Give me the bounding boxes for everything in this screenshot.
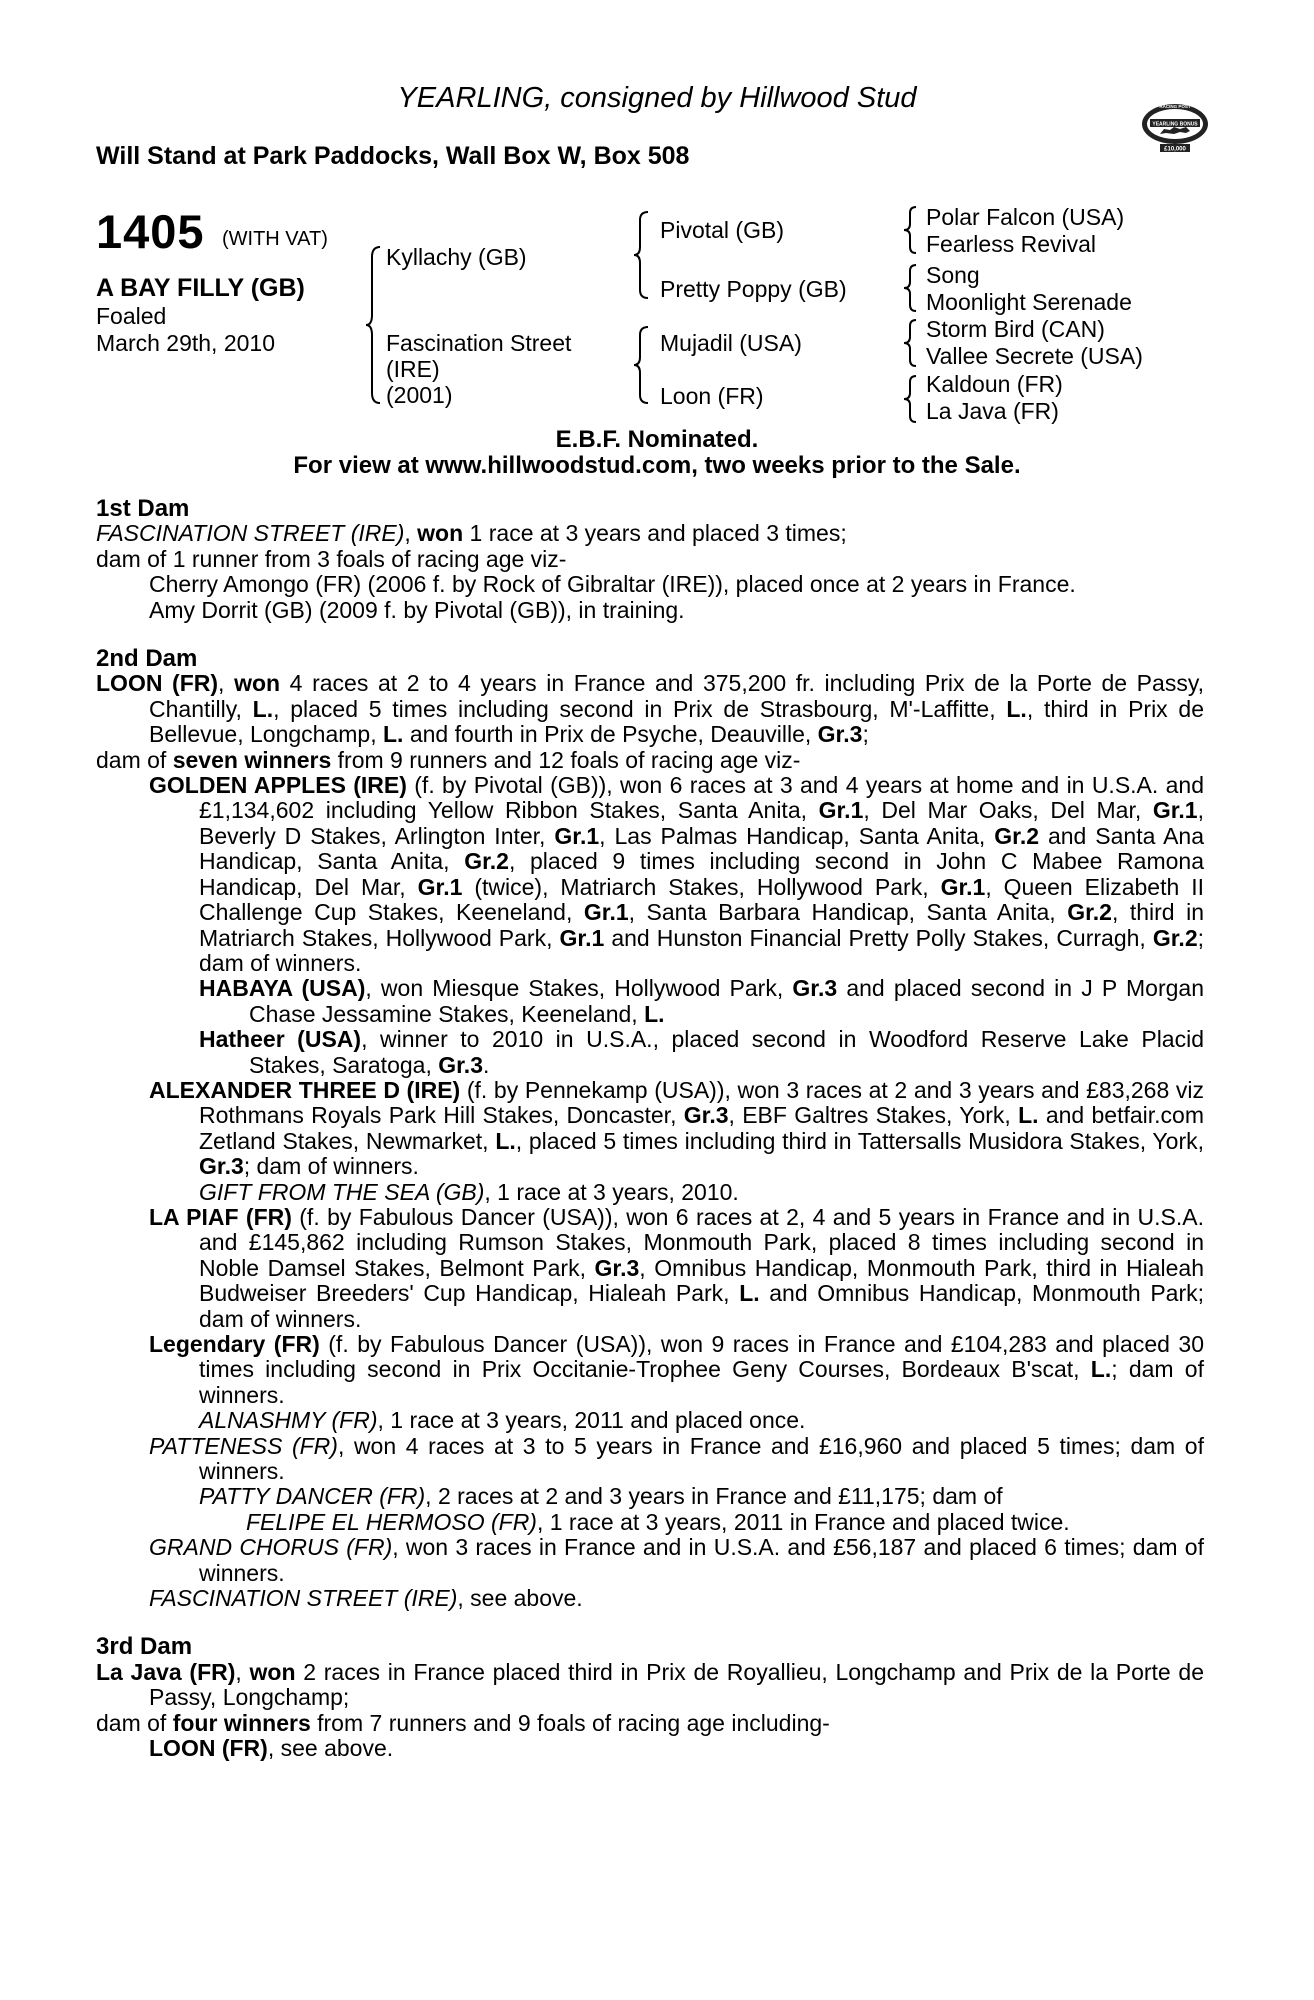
sire-dam-sire: Song [926, 262, 980, 288]
first-dam-heading: 1st Dam [96, 495, 190, 522]
loon-ref: LOON (FR), see above. [149, 1735, 394, 1762]
first-dam-record: FASCINATION STREET (IRE), won 1 race at 3 years and placed 3 times; [96, 520, 847, 547]
first-dam-foal-2: Amy Dorrit (GB) (2009 f. by Pivotal (GB)), in training. [149, 596, 685, 623]
third-dam-heading: 3rd Dam [96, 1633, 193, 1661]
dam-sire-sire: Storm Bird (CAN) [926, 316, 1105, 342]
horse-description: A BAY FILLY (GB) [96, 274, 305, 302]
la-java-produce-summary: dam of four winners from 7 runners and 9 foals of racing age including- [96, 1709, 830, 1736]
sire-dam-brace [366, 245, 382, 405]
dss-dsd-brace [904, 318, 918, 368]
la-piaf-record: LA PIAF (FR) (f. by Fabulous Dancer (USA)), won 6 races at 2, 4 and 5 years in France and in U.S.A. and £145,862 including Rumson Stakes, Monmouth Park, placed 8 times including second in Noble Damsel Stakes, Belmont Park, Gr.3, Omnibus Handicap, Monmouth Park, third in Hialeah Budweiser Breeders' Cup Handicap, Hialeah Park, L. and Omnibus Handicap, Monmouth Park; dam of winners. [149, 1203, 1204, 1332]
hatheer-name: Hatheer (USA) [199, 1026, 362, 1053]
foaled-date: March 29th, 2010 [96, 330, 276, 356]
yearling-bonus-badge-icon [1136, 96, 1214, 156]
sire-sire-dam: Fearless Revival [926, 231, 1096, 257]
gift-from-the-sea-record: GIFT FROM THE SEA (GB), 1 race at 3 years, 2010. [199, 1178, 739, 1205]
dam-line-1: Fascination Street [386, 330, 572, 356]
sire-sire: Pivotal (GB) [660, 217, 784, 243]
alnashmy-record: ALNASHMY (FR), 1 race at 3 years, 2011 and placed once. [199, 1407, 806, 1434]
legendary-record: Legendary (FR) (f. by Fabulous Dancer (USA)), won 9 races in France and £104,283 and placed 30 times including second in Prix Occitanie-Trophee Geny Courses, Bordeaux B'scat, L.; dam of winners. [149, 1331, 1204, 1408]
sire-dam: Pretty Poppy (GB) [660, 276, 847, 302]
dam-line-2: (IRE) [386, 356, 440, 382]
catalogue-body [96, 496, 1204, 1762]
sire-dam-dam: Moonlight Serenade [926, 289, 1132, 315]
consignment-title: YEARLING, consigned by Hillwood Stud [397, 82, 917, 114]
loon-name: LOON (FR) [96, 670, 219, 697]
sds-sdd-brace [904, 263, 918, 313]
second-dam-heading: 2nd Dam [96, 645, 198, 673]
patty-dancer-record: PATTY DANCER (FR), 2 races at 2 and 3 years in France and £11,175; dam of [199, 1483, 1003, 1510]
dam-dam-dam: La Java (FR) [926, 398, 1059, 424]
golden-apples-record: GOLDEN APPLES (IRE) (f. by Pivotal (GB)), won 6 races at 3 and 4 years at home and in U.S.A. and £1,134,602 including Yellow Ribbon Stakes, Santa Anita, Gr.1, Del Mar Oaks, Del Mar, Gr.1, Beverly D Stakes, Arlington Inter, Gr.1, Las Palmas Handicap, Santa Anita, Gr.2 and Santa Ana Handicap, Santa Anita, Gr.2, placed 9 times including second in John C Mabee Ramona Handicap, Del Mar, Gr.1 (twice), Matriarch Stakes, Hollywood Park, Gr.1, Queen Elizabeth II Challenge Cup Stakes, Keeneland, Gr.1, Santa Barbara Handicap, Santa Anita, Gr.2, third in Matriarch Stakes, Hollywood Park, Gr.1 and Hunston Financial Pretty Polly Stakes, Curragh, Gr.2; dam of winners. [149, 772, 1205, 976]
badge-mid-text: YEARLING BONUS [1152, 121, 1198, 128]
dam-dam-sire: Kaldoun (FR) [926, 371, 1063, 397]
patteness-record: PATTENESS (FR), won 4 races at 3 to 5 years in France and £16,960 and placed 5 times; dam of winners. [149, 1432, 1204, 1485]
view-note: For view at www.hillwoodstud.com, two weeks prior to the Sale. [293, 452, 1021, 479]
ebf-nomination: E.B.F. Nominated. [555, 426, 759, 453]
lot-number: 1405 [96, 205, 205, 258]
fascination-street-ref: FASCINATION STREET (IRE), see above. [149, 1585, 583, 1612]
dds-ddd-brace [904, 374, 918, 424]
la-java-name: La Java (FR) [96, 1658, 236, 1685]
dam-sire: Mujadil (USA) [660, 330, 802, 356]
alexander-three-d-name: ALEXANDER THREE D (IRE) [149, 1076, 461, 1103]
dam-dam: Loon (FR) [660, 383, 764, 409]
grand-chorus-record: GRAND CHORUS (FR), won 3 races in France and in U.S.A. and £56,187 and placed 6 times; dam of winners. [149, 1534, 1204, 1586]
la-piaf-name: LA PIAF (FR) [149, 1203, 292, 1230]
badge-top-text: RACING POST [1159, 104, 1191, 109]
dam-sire-dam: Vallee Secrete (USA) [926, 343, 1143, 369]
golden-apples-name: GOLDEN APPLES (IRE) [149, 772, 407, 799]
sire-sire-sire: Polar Falcon (USA) [926, 204, 1125, 230]
sire-parents-brace [634, 210, 650, 300]
habaya-name: HABAYA (USA) [199, 975, 366, 1002]
vat-note: (WITH VAT) [222, 228, 328, 250]
loon-produce-summary: dam of seven winners from 9 runners and 12 foals of racing age viz- [96, 746, 801, 773]
la-java-record: La Java (FR), won 2 races in France placed third in Prix de Royallieu, Longchamp and Prix de la Porte de Passy, Longchamp; [96, 1658, 1205, 1711]
first-dam-name: FASCINATION STREET (IRE) [96, 520, 405, 547]
habaya-record: HABAYA (USA), won Miesque Stakes, Hollywood Park, Gr.3 and placed second in J P Morgan Chase Jessamine Stakes, Keeneland, L. [199, 975, 1204, 1027]
dam-parents-brace [634, 325, 650, 405]
felipe-el-hermoso-record: FELIPE EL HERMOSO (FR), 1 race at 3 years, 2011 in France and placed twice. [246, 1508, 1070, 1535]
loon-record: LOON (FR), won 4 races at 2 to 4 years in France and 375,200 fr. including Prix de la Porte de Passy, Chantilly, L., placed 5 times including second in Prix de Strasbourg, M'-Laffitte, L., third in Prix de Bellevue, Longchamp, L. and fourth in Prix de Psyche, Deauville, Gr.3; [96, 670, 1205, 748]
sss-ssd-brace [904, 205, 918, 255]
stand-location: Will Stand at Park Paddocks, Wall Box W, Box 508 [96, 142, 690, 170]
alexander-three-d-record: ALEXANDER THREE D (IRE) (f. by Pennekamp (USA)), won 3 races at 2 and 3 years and £83,268 viz Rothmans Royals Park Hill Stakes, Doncaster, Gr.3, EBF Galtres Stakes, York, L. and betfair.com Zetland Stakes, Newmarket, L., placed 5 times including third in Tattersalls Musidora Stakes, York, Gr.3; dam of winners. [149, 1076, 1204, 1180]
sire: Kyllachy (GB) [386, 244, 527, 270]
legendary-name: Legendary (FR) [149, 1331, 320, 1357]
badge-amount-text: £10,000 [1164, 146, 1186, 153]
hatheer-record: Hatheer (USA), winner to 2010 in U.S.A., placed second in Woodford Reserve Lake Placid Stakes, Saratoga, Gr.3. [199, 1026, 1204, 1078]
foaled-label: Foaled [96, 303, 167, 329]
dam-line-3: (2001) [386, 382, 453, 408]
first-dam-foal-1: Cherry Amongo (FR) (2006 f. by Rock of Gibraltar (IRE)), placed once at 2 years in France. [149, 571, 1076, 598]
first-dam-produce-summary: dam of 1 runner from 3 foals of racing age viz- [96, 545, 567, 572]
